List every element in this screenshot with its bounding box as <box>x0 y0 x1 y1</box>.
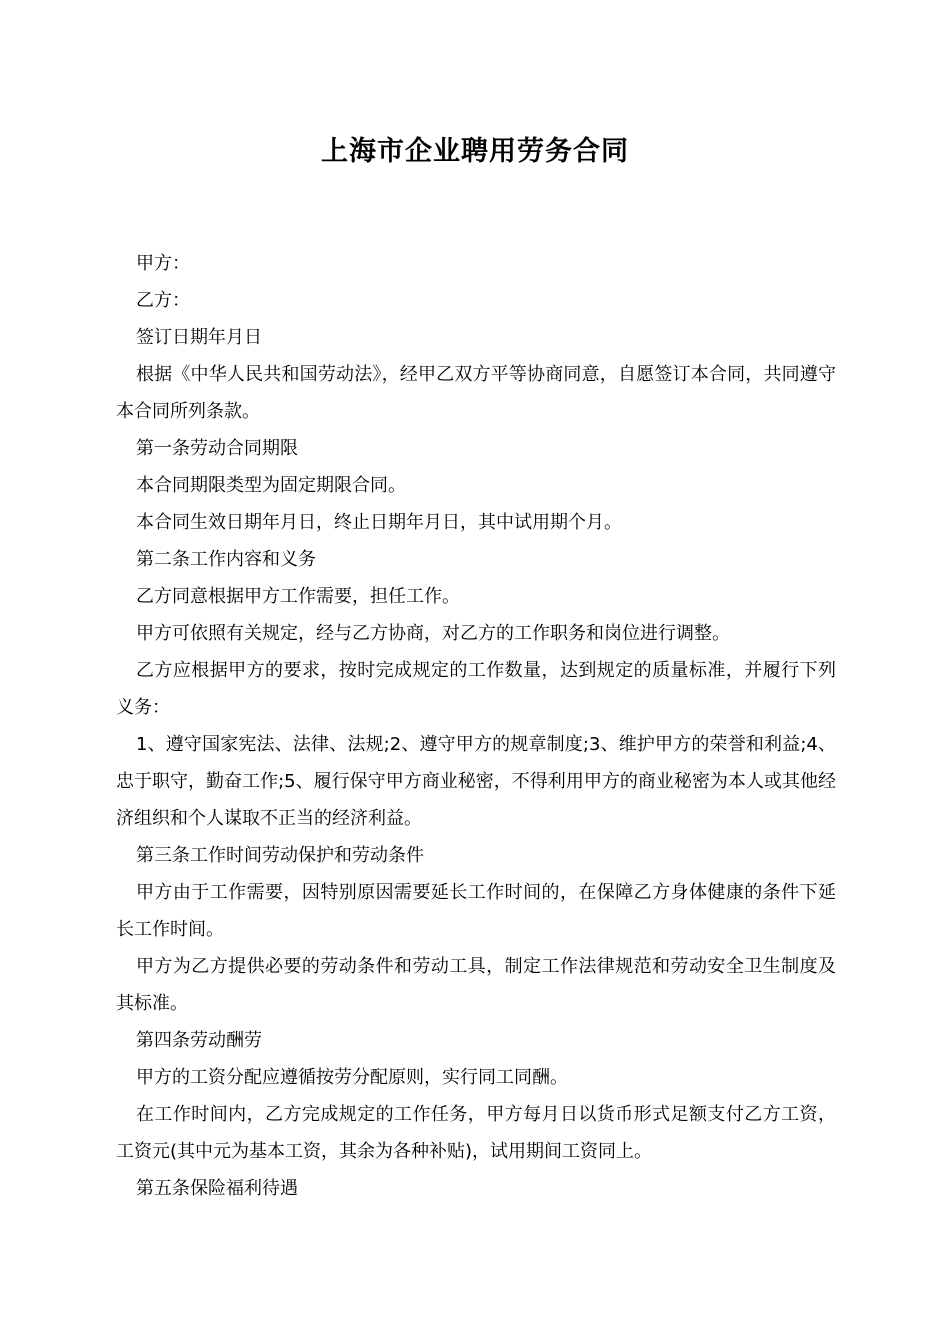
article-5-heading: 第五条保险福利待遇 <box>136 1178 298 1199</box>
party-a-line: 甲方： <box>136 253 190 274</box>
article-2-paragraph: 乙方应根据甲方的要求，按时完成规定的工作数量，达到规定的质量标准，并履行下列义务： <box>116 660 836 718</box>
document-title: 上海市企业聘用劳务合同 <box>321 136 629 167</box>
article-2-heading: 第二条工作内容和义务 <box>136 549 316 570</box>
article-3-heading: 第三条工作时间劳动保护和劳动条件 <box>136 845 424 866</box>
article-4-paragraph: 甲方的工资分配应遵循按劳分配原则，实行同工同酬。 <box>136 1067 568 1088</box>
preamble-paragraph: 根据《中华人民共和国劳动法》，经甲乙双方平等协商同意，自愿签订本合同，共同遵守本合同所列条款。 <box>116 364 836 422</box>
article-2-paragraph: 乙方同意根据甲方工作需要，担任工作。 <box>136 586 460 607</box>
document-body <box>116 245 836 1207</box>
article-2-paragraph: 甲方可依照有关规定，经与乙方协商，对乙方的工作职务和岗位进行调整。 <box>136 623 730 644</box>
article-3-paragraph: 甲方由于工作需要，因特别原因需要延长工作时间的，在保障乙方身体健康的条件下延长工作时间。 <box>116 882 836 940</box>
article-4-paragraph: 在工作时间内，乙方完成规定的工作任务，甲方每月日以货币形式足额支付乙方工资，工资元(其中元为基本工资，其余为各种补贴)，试用期间工资同上。 <box>116 1104 836 1162</box>
article-1-paragraph: 本合同生效日期年月日，终止日期年月日，其中试用期个月。 <box>136 512 622 533</box>
signing-date-line: 签订日期年月日 <box>136 327 262 348</box>
article-2-obligations-list: 1、遵守国家宪法、法律、法规;2、遵守甲方的规章制度;3、维护甲方的荣誉和利益;4、忠于职守，勤奋工作;5、履行保守甲方商业秘密，不得利用甲方的商业秘密为本人或其他经济组织和个人谋取不正当的经济利益。 <box>116 734 836 829</box>
article-3-paragraph: 甲方为乙方提供必要的劳动条件和劳动工具，制定工作法律规范和劳动安全卫生制度及其标准。 <box>116 956 836 1014</box>
party-b-line: 乙方： <box>136 290 190 311</box>
article-1-heading: 第一条劳动合同期限 <box>136 438 298 459</box>
article-1-paragraph: 本合同期限类型为固定期限合同。 <box>136 475 406 496</box>
article-4-heading: 第四条劳动酬劳 <box>136 1030 262 1051</box>
